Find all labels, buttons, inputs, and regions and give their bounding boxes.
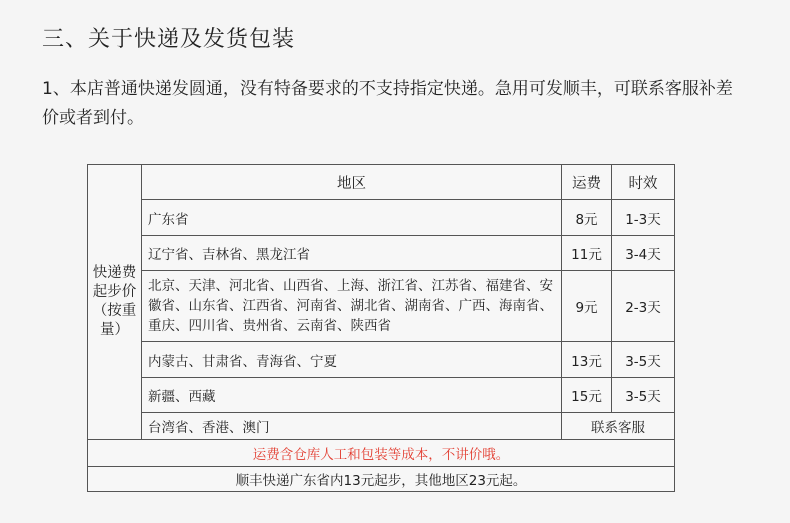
table-header-row	[88, 165, 675, 200]
header-time: 时效	[612, 165, 675, 200]
time-cell: 3-5天	[612, 378, 675, 413]
fee-cell: 15元	[562, 378, 612, 413]
fee-cell: 8元	[562, 200, 612, 236]
contact-cell: 联系客服	[562, 413, 675, 440]
time-cell: 3-4天	[612, 236, 675, 271]
region-cell: 辽宁省、吉林省、黑龙江省	[142, 236, 562, 271]
section-title: 三、关于快递及发货包装	[42, 27, 296, 52]
side-label: 快递费起步价（按重量）	[88, 165, 142, 440]
region-cell: 北京、天津、河北省、山西省、上海、浙江省、江苏省、福建省、安徽省、山东省、江西省、河南省、湖北省、湖南省、广西、海南省、重庆、四川省、贵州省、云南省、陕西省	[142, 271, 562, 342]
region-cell: 内蒙古、甘肃省、青海省、宁夏	[142, 342, 562, 378]
region-cell: 台湾省、香港、澳门	[142, 413, 562, 440]
fee-cell: 11元	[562, 236, 612, 271]
shipping-fee-table	[87, 164, 675, 492]
table-row	[88, 236, 675, 271]
header-region: 地区	[142, 165, 562, 200]
note-row-bottom	[88, 467, 675, 492]
table-row	[88, 342, 675, 378]
time-cell: 2-3天	[612, 271, 675, 342]
fee-cell: 9元	[562, 271, 612, 342]
table-row	[88, 200, 675, 236]
fee-cell: 13元	[562, 342, 612, 378]
note-red: 运费含仓库人工和包装等成本，不讲价哦。	[88, 440, 675, 467]
header-fee: 运费	[562, 165, 612, 200]
time-cell: 3-5天	[612, 342, 675, 378]
time-cell: 1-3天	[612, 200, 675, 236]
table-row	[88, 378, 675, 413]
region-cell: 新疆、西藏	[142, 378, 562, 413]
table-row	[88, 271, 675, 342]
region-cell: 广东省	[142, 200, 562, 236]
shipping-paragraph: 1、本店普通快递发圆通，没有特备要求的不支持指定快递。急用可发顺丰，可联系客服补差价或者到付。	[42, 79, 733, 128]
table-row-special	[88, 413, 675, 440]
note-row-red	[88, 440, 675, 467]
note-bottom: 顺丰快递广东省内13元起步，其他地区23元起。	[88, 467, 675, 492]
